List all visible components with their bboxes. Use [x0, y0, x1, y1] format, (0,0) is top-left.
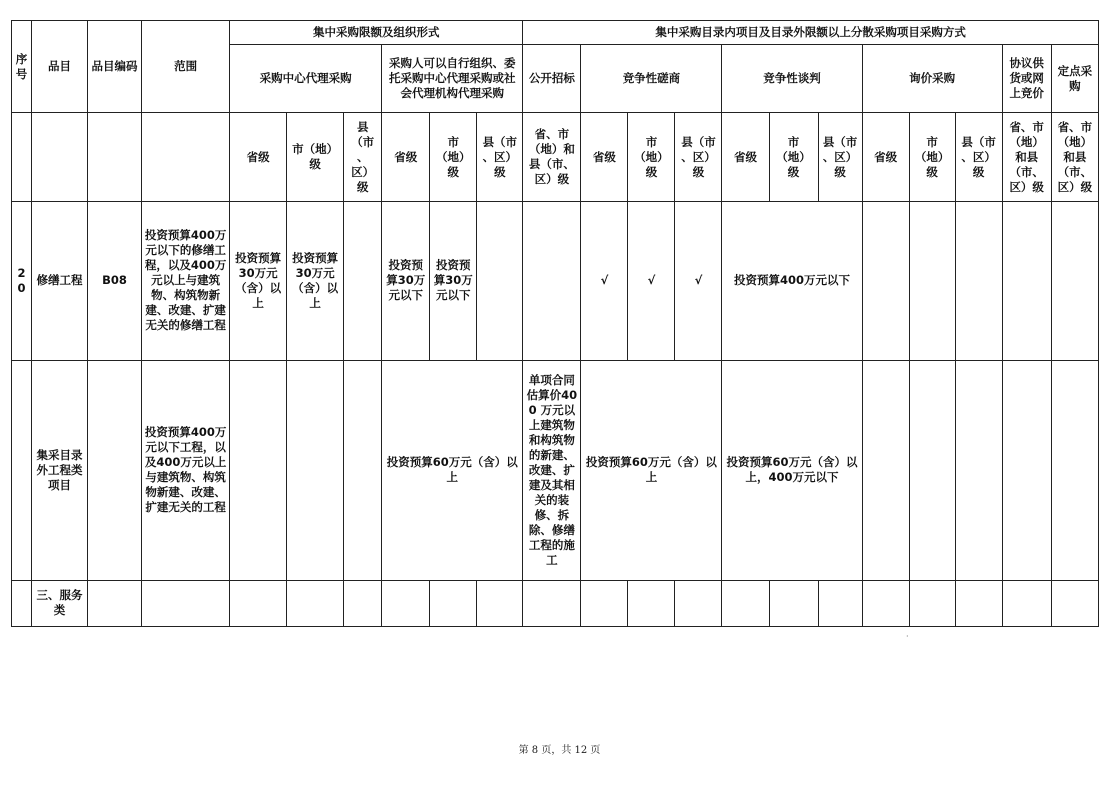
- empty-cell: [287, 580, 344, 626]
- level-city: 市 （地） 级: [430, 113, 477, 202]
- self-organize-cell: 投资预算60万元（含）以上: [382, 360, 523, 580]
- level-city: 市 （地） 级: [628, 113, 675, 202]
- level-province: 省级: [382, 113, 430, 202]
- empty-cell: [675, 580, 722, 626]
- empty-cell: [1002, 202, 1051, 360]
- check-mark-county: √: [675, 202, 722, 360]
- header-limit-group: 集中采购限额及组织形式: [230, 21, 523, 45]
- level-province: 省级: [581, 113, 628, 202]
- empty-cell: [1051, 360, 1098, 580]
- empty-cell: [430, 580, 477, 626]
- table-row-code: B08: [88, 202, 142, 360]
- level-county: 县（市 、区） 级: [818, 113, 862, 202]
- level-city: 市（地）级: [287, 113, 344, 202]
- scan-dot: ·: [906, 632, 909, 641]
- check-mark-city: √: [628, 202, 675, 360]
- self-province-cell: 投资预算30万元以下: [382, 202, 430, 360]
- level-all: 省、市 （地） 和县 （市、 区）级: [1051, 113, 1098, 202]
- table-row-item: 修缮工程: [32, 202, 88, 360]
- level-empty: [88, 113, 142, 202]
- table-row-seq: 20: [12, 202, 32, 360]
- level-county: 县（市 、区） 级: [955, 113, 1002, 202]
- header-competitive-consultation: 竞争性磋商: [581, 45, 722, 113]
- empty-cell: [230, 580, 287, 626]
- empty-cell: [344, 360, 382, 580]
- center-city-cell: 投资预算30万元（含）以上: [287, 202, 344, 360]
- center-province-cell: 投资预算30万元（含）以上: [230, 202, 287, 360]
- header-item: 品目: [32, 21, 88, 113]
- empty-cell: [1002, 360, 1051, 580]
- level-empty: [32, 113, 88, 202]
- empty-cell: [955, 202, 1002, 360]
- header-inquiry: 询价采购: [862, 45, 1002, 113]
- empty-cell: [955, 580, 1002, 626]
- empty-cell: [722, 580, 769, 626]
- empty-cell: [88, 360, 142, 580]
- negotiation-cell: 投资预算400万元以下: [722, 202, 862, 360]
- empty-cell: [88, 580, 142, 626]
- header-self-organize: 采购人可以自行组织、委托采购中心代理采购或社会代理机构代理采购: [382, 45, 523, 113]
- empty-cell: [382, 580, 430, 626]
- header-method-group: 集中采购目录内项目及目录外限额以上分散采购项目采购方式: [523, 21, 1099, 45]
- header-code: 品目编码: [88, 21, 142, 113]
- open-tender-cell: 单项合同估算价400 万元以上建筑物和构筑物的新建、改建、扩建及其相关的装修、拆除、修缮工程的施工: [523, 360, 581, 580]
- page-footer: 第 8 页，共 12 页: [518, 745, 601, 756]
- consultation-cell: 投资预算60万元（含）以上: [581, 360, 722, 580]
- empty-cell: [142, 580, 230, 626]
- negotiation-cell: 投资预算60万元（含）以上，400万元以下: [722, 360, 862, 580]
- level-province: 省级: [230, 113, 287, 202]
- empty-cell: [477, 580, 523, 626]
- empty-cell: [523, 580, 581, 626]
- header-agreement-supply: 协议供货或网上竞价: [1002, 45, 1051, 113]
- level-county: 县（市 、区） 级: [675, 113, 722, 202]
- empty-cell: [862, 202, 909, 360]
- empty-cell: [1051, 202, 1098, 360]
- empty-cell: [818, 580, 862, 626]
- level-empty: [12, 113, 32, 202]
- empty-cell: [287, 360, 344, 580]
- table-row-item: 集采目录外工程类项目: [32, 360, 88, 580]
- level-all: 省、市 （地）和 县（市、 区）级: [523, 113, 581, 202]
- level-city: 市 （地） 级: [909, 113, 955, 202]
- level-county: 县（市 、区） 级: [477, 113, 523, 202]
- empty-cell: [344, 202, 382, 360]
- level-province: 省级: [862, 113, 909, 202]
- empty-cell: [1051, 580, 1098, 626]
- section-title-services: 三、服务类: [32, 580, 88, 626]
- level-province: 省级: [722, 113, 769, 202]
- empty-cell: [1002, 580, 1051, 626]
- header-competitive-negotiation: 竞争性谈判: [722, 45, 862, 113]
- level-county: 县 （市 、 区） 级: [344, 113, 382, 202]
- empty-cell: [230, 360, 287, 580]
- level-empty: [142, 113, 230, 202]
- empty-cell: [862, 360, 909, 580]
- self-city-cell: 投资预算30万元以下: [430, 202, 477, 360]
- empty-cell: [344, 580, 382, 626]
- empty-cell: [955, 360, 1002, 580]
- empty-cell: [523, 202, 581, 360]
- level-city: 市 （地） 级: [769, 113, 818, 202]
- header-center-agency: 采购中心代理采购: [230, 45, 382, 113]
- empty-cell: [628, 580, 675, 626]
- empty-cell: [12, 360, 32, 580]
- header-open-tender: 公开招标: [523, 45, 581, 113]
- check-mark-province: √: [581, 202, 628, 360]
- header-fixed-point: 定点采购: [1051, 45, 1098, 113]
- empty-cell: [581, 580, 628, 626]
- table-row-scope: 投资预算400万元以下工程，以及400万元以上与建筑物、构筑物新建、改建、扩建无关的工程: [142, 360, 230, 580]
- empty-cell: [769, 580, 818, 626]
- empty-cell: [909, 580, 955, 626]
- empty-cell: [909, 202, 955, 360]
- empty-cell: [477, 202, 523, 360]
- table-row-scope: 投资预算400万元以下的修缮工程，以及400万元以上与建筑物、构筑物新建、改建、扩建无关的修缮工程: [142, 202, 230, 360]
- level-all: 省、市 （地） 和县 （市、 区）级: [1002, 113, 1051, 202]
- empty-cell: [909, 360, 955, 580]
- procurement-table: [11, 20, 1099, 627]
- empty-cell: [862, 580, 909, 626]
- empty-cell: [12, 580, 32, 626]
- header-seq: 序号: [12, 21, 32, 113]
- header-scope: 范围: [142, 21, 230, 113]
